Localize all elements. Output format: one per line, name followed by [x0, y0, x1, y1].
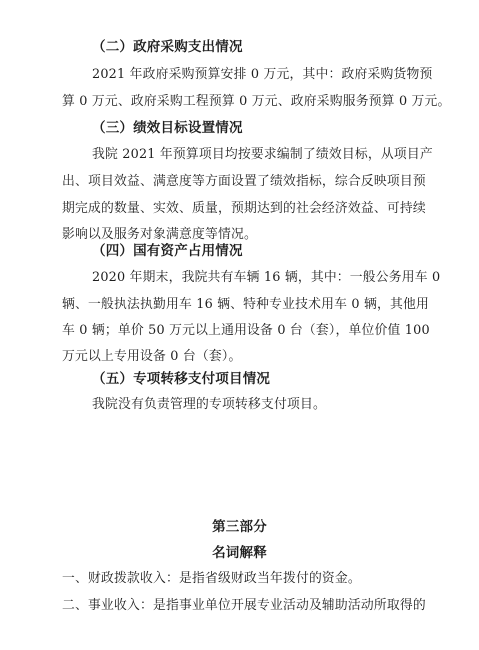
paragraph-line: 万元以上专用设备 0 台（套）。	[62, 349, 242, 364]
definition-line: 一、财政拨款收入：是指省级财政当年拨付的资金。	[62, 571, 361, 586]
paragraph-line: 我院 2021 年预算项目均按要求编制了绩效目标，从项目产	[92, 147, 433, 162]
paragraph-line: 算 0 万元、政府采购工程预算 0 万元、政府采购服务预算 0 万元。	[62, 94, 451, 109]
section-heading-state-assets: （四）国有资产占用情况	[92, 243, 243, 259]
definition-line: 二、事业收入：是指事业单位开展专业活动及辅助活动所取得的	[62, 598, 426, 613]
section-heading-performance: （三）绩效目标设置情况	[92, 120, 243, 136]
paragraph-line: 我院没有负责管理的专项转移支付项目。	[92, 397, 326, 412]
paragraph-line: 车 0 辆；单价 50 万元以上通用设备 0 台（套），单位价值 100	[62, 323, 430, 338]
section-heading-procurement: （二）政府采购支出情况	[92, 39, 243, 55]
paragraph-line: 出、项目效益、满意度等方面设置了绩效指标，综合反映项目预	[62, 174, 426, 189]
section-heading-special-transfer: （五）专项转移支付项目情况	[92, 371, 271, 387]
paragraph-line: 2020 年期末，我院共有车辆 16 辆，其中：一般公务用车 0	[92, 270, 441, 285]
part-title: 第三部分	[212, 519, 267, 535]
paragraph-line: 辆、一般执法执勤用车 16 辆、特种专业技术用车 0 辆，其他用	[62, 297, 430, 312]
paragraph-line: 2021 年政府采购预算安排 0 万元，其中：政府采购货物预	[92, 67, 433, 82]
paragraph-line: 期完成的数量、实效、质量，预期达到的社会经济效益、可持续	[62, 201, 426, 216]
part-subtitle: 名词解释	[212, 545, 267, 561]
paragraph-line: 影响以及服务对象满意度等情况。	[62, 227, 257, 242]
